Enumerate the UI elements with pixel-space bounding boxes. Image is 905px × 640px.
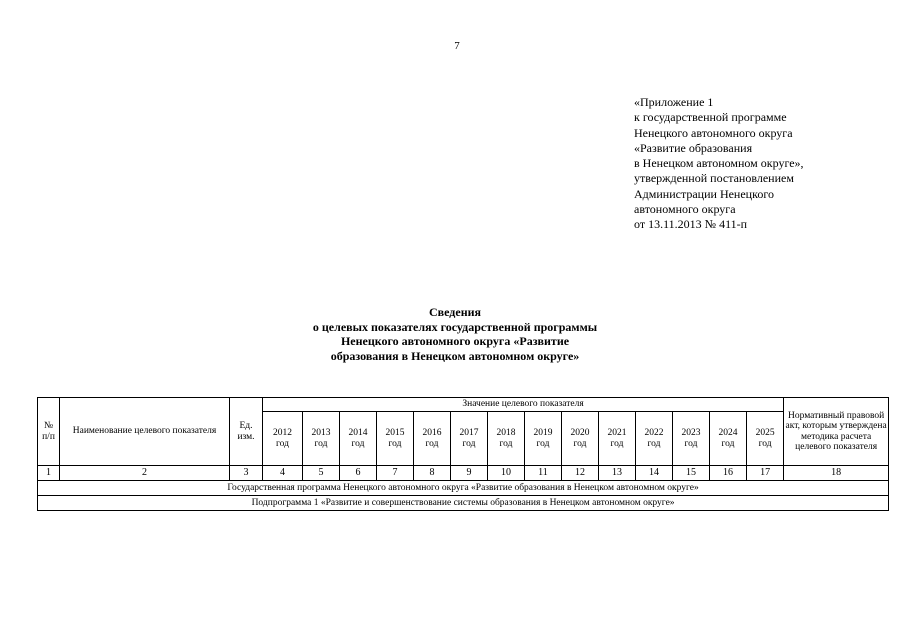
column-number: 6 [340, 466, 377, 481]
header-name: Наименование целевого показателя [60, 398, 230, 466]
header-row [38, 398, 889, 412]
approval-line: Ненецкого автономного округа [634, 125, 793, 140]
year-header: 2025 год [747, 412, 784, 466]
year-header: 2017 год [451, 412, 488, 466]
page-number: 7 [454, 40, 460, 52]
year-header: 2018 год [488, 412, 525, 466]
column-number: 5 [303, 466, 340, 481]
approval-block [634, 95, 874, 233]
column-number: 3 [230, 466, 263, 481]
approval-line: утвержденной постановлением [634, 171, 794, 186]
column-number: 13 [599, 466, 636, 481]
approval-line: Администрации Ненецкого [634, 186, 774, 201]
column-number: 12 [562, 466, 599, 481]
indicators-table [37, 397, 889, 511]
year-header: 2014 год [340, 412, 377, 466]
approval-line: «Приложение 1 [634, 95, 714, 109]
approval-line: «Развитие образования [634, 140, 753, 155]
year-header: 2015 год [377, 412, 414, 466]
subprogram-row: Подпрограмма 1 «Развитие и совершенствование системы образования в Ненецком автономном округе» [38, 496, 889, 511]
approval-line: от 13.11.2013 № 411-п [634, 217, 748, 232]
year-header: 2013 год [303, 412, 340, 466]
column-number-row [38, 466, 889, 481]
column-number: 2 [60, 466, 230, 481]
year-header: 2012 год [263, 412, 303, 466]
column-number: 16 [710, 466, 747, 481]
approval-line: в Ненецком автономном округе», [634, 156, 804, 171]
header-unit: Ед. изм. [230, 398, 263, 466]
header-normative: Нормативный правовой акт, которым утверждена методика расчета целевого показателя [784, 398, 889, 466]
column-number: 10 [488, 466, 525, 481]
column-number: 4 [263, 466, 303, 481]
column-number: 17 [747, 466, 784, 481]
section-row [38, 496, 889, 511]
approval-line: автономного округа [634, 202, 736, 217]
year-header: 2024 год [710, 412, 747, 466]
column-number: 18 [784, 466, 889, 481]
column-number: 9 [451, 466, 488, 481]
title-line: Сведения [428, 305, 482, 319]
header-value-group: Значение целевого показателя [263, 398, 784, 412]
header-num: № п/п [38, 398, 60, 466]
year-header: 2022 год [636, 412, 673, 466]
program-row: Государственная программа Ненецкого автономного округа «Развитие образования в Ненецком автономном округе» [38, 481, 889, 496]
title-line: Ненецкого автономного округа «Развитие [340, 334, 570, 349]
column-number: 14 [636, 466, 673, 481]
approval-line: к государственной программе [634, 110, 787, 125]
year-header: 2021 год [599, 412, 636, 466]
year-header: 2019 год [525, 412, 562, 466]
column-number: 11 [525, 466, 562, 481]
column-number: 15 [673, 466, 710, 481]
year-header: 2023 год [673, 412, 710, 466]
section-row [38, 481, 889, 496]
column-number: 1 [38, 466, 60, 481]
column-number: 8 [414, 466, 451, 481]
year-header: 2016 год [414, 412, 451, 466]
document-title [240, 305, 670, 363]
title-line: образования в Ненецком автономном округе» [330, 348, 580, 363]
column-number: 7 [377, 466, 414, 481]
year-header: 2020 год [562, 412, 599, 466]
title-line: о целевых показателях государственной программы [312, 319, 598, 334]
